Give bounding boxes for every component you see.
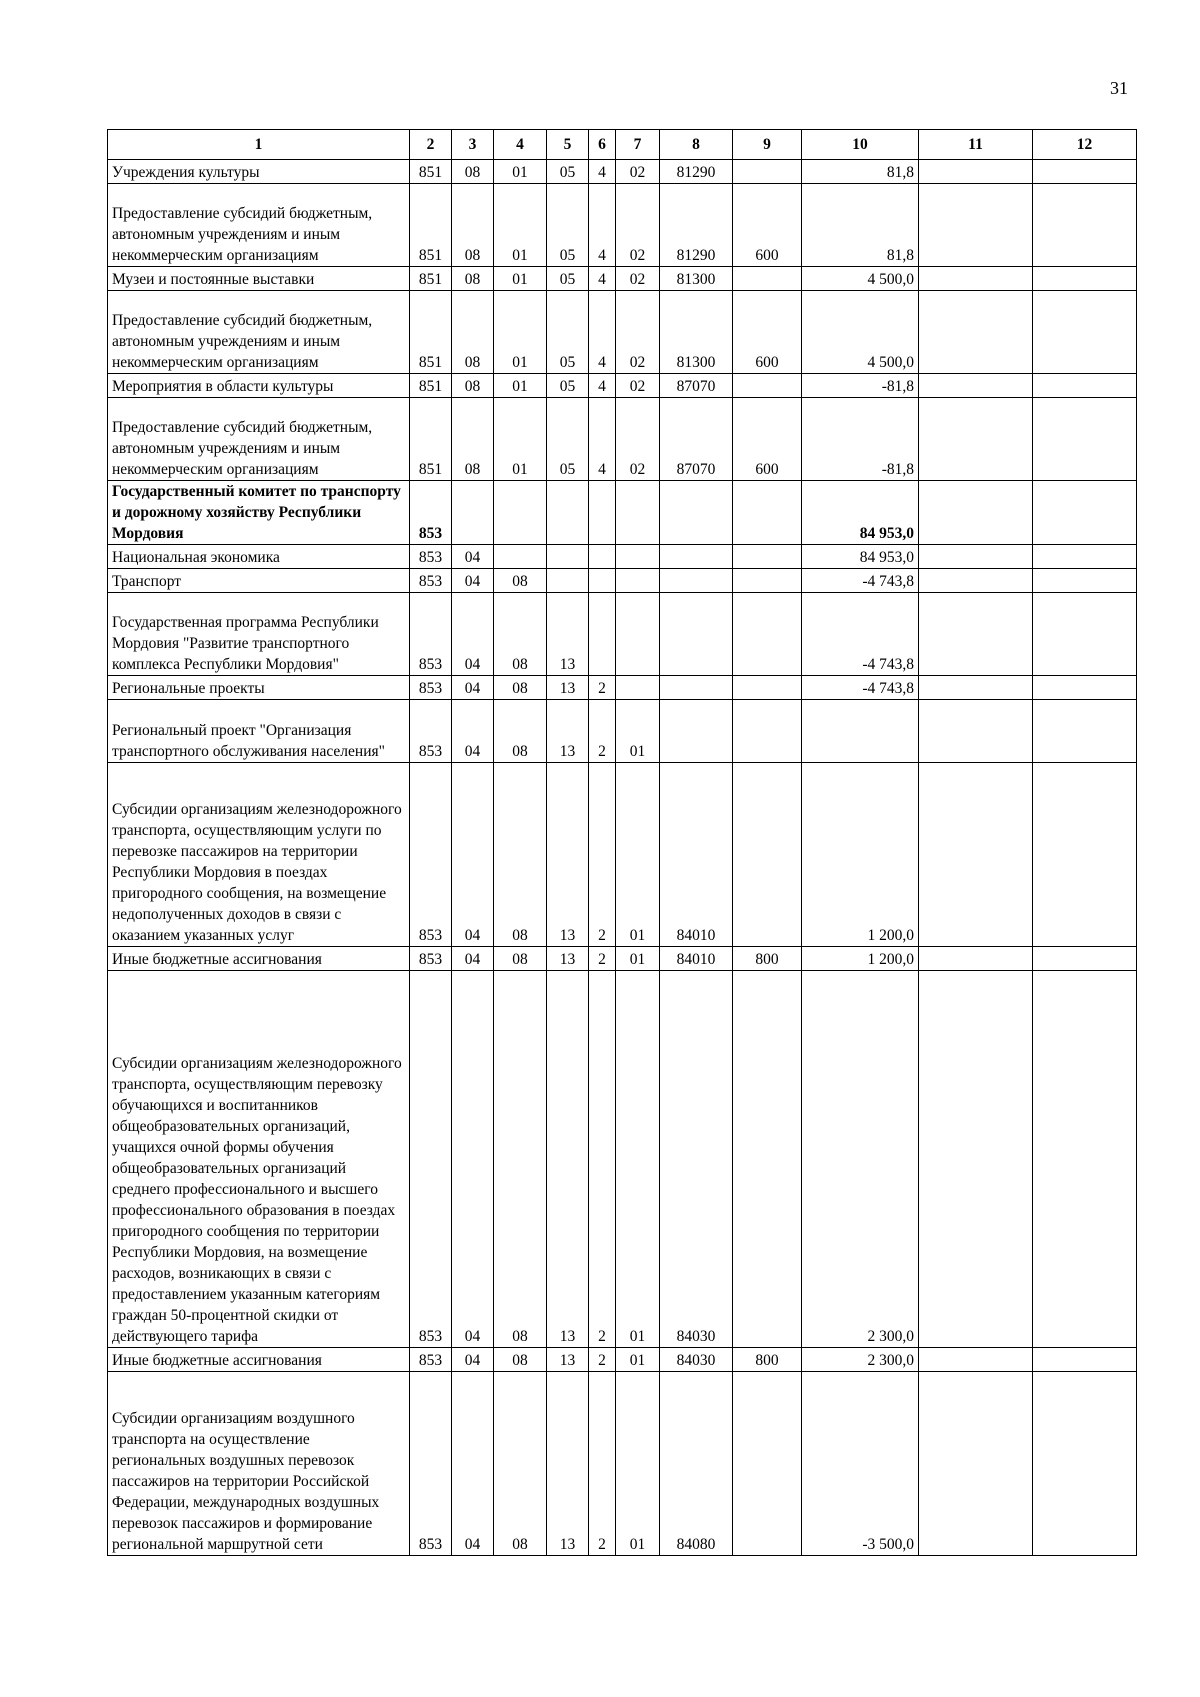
code-subsection: 08 [494, 700, 547, 763]
code-section: 04 [452, 1372, 494, 1556]
amount-col-12 [1033, 184, 1137, 267]
code-program [547, 545, 589, 569]
code-ministry: 851 [410, 374, 452, 398]
row-description: Мероприятия в области культуры [108, 374, 410, 398]
code-ministry: 853 [410, 545, 452, 569]
code-section [452, 481, 494, 545]
amount-col-12 [1033, 1372, 1137, 1556]
code-direction: 81290 [660, 160, 733, 184]
amount-col-12 [1033, 1348, 1137, 1372]
amount-col-12 [1033, 971, 1137, 1348]
column-header: 4 [494, 130, 547, 160]
code-expense-type [733, 676, 802, 700]
column-header: 8 [660, 130, 733, 160]
amount: 2 300,0 [802, 1348, 919, 1372]
code-main-event [616, 593, 660, 676]
code-ministry: 853 [410, 676, 452, 700]
row-description: Иные бюджетные ассигнования [108, 947, 410, 971]
code-expense-type: 600 [733, 184, 802, 267]
page-number: 31 [1110, 78, 1128, 98]
code-subsection: 01 [494, 160, 547, 184]
amount: 84 953,0 [802, 481, 919, 545]
code-main-event: 02 [616, 374, 660, 398]
code-expense-type [733, 971, 802, 1348]
amount: 4 500,0 [802, 291, 919, 374]
code-expense-type [733, 267, 802, 291]
code-program: 13 [547, 763, 589, 947]
table-row [108, 947, 1137, 971]
code-ministry: 851 [410, 184, 452, 267]
code-main-event: 01 [616, 1372, 660, 1556]
code-direction [660, 676, 733, 700]
row-description: Иные бюджетные ассигнования [108, 1348, 410, 1372]
table-row [108, 545, 1137, 569]
code-subprogram: 4 [589, 267, 616, 291]
table-row [108, 398, 1137, 481]
code-section: 04 [452, 1348, 494, 1372]
code-section: 08 [452, 398, 494, 481]
code-ministry: 851 [410, 398, 452, 481]
code-expense-type [733, 700, 802, 763]
code-program [547, 569, 589, 593]
code-subsection: 01 [494, 374, 547, 398]
row-description: Государственная программа Республики Мордовия "Развитие транспортного комплекса Республики Мордовия" [108, 593, 410, 676]
amount: 1 200,0 [802, 763, 919, 947]
amount-col-11 [919, 374, 1033, 398]
amount [802, 700, 919, 763]
amount-col-11 [919, 676, 1033, 700]
code-subsection: 01 [494, 267, 547, 291]
code-main-event: 02 [616, 160, 660, 184]
header-row [108, 130, 1137, 160]
code-main-event: 01 [616, 700, 660, 763]
code-section: 04 [452, 676, 494, 700]
code-direction: 84030 [660, 971, 733, 1348]
amount-col-12 [1033, 374, 1137, 398]
row-description: Субсидии организациям воздушного транспорта на осуществление региональных воздушных перевозок пассажиров на территории Российской Федерации, международных воздушных перевозок пассажиров и формирование региональной маршрутной сети [108, 1372, 410, 1556]
code-subprogram [589, 569, 616, 593]
code-subsection: 08 [494, 569, 547, 593]
row-description: Музеи и постоянные выставки [108, 267, 410, 291]
column-header: 9 [733, 130, 802, 160]
column-header: 2 [410, 130, 452, 160]
code-direction [660, 593, 733, 676]
code-main-event: 01 [616, 947, 660, 971]
amount-col-11 [919, 184, 1033, 267]
code-ministry: 853 [410, 763, 452, 947]
table-body [108, 160, 1137, 1556]
amount-col-12 [1033, 763, 1137, 947]
code-direction: 87070 [660, 398, 733, 481]
code-subsection: 01 [494, 184, 547, 267]
code-subprogram [589, 593, 616, 676]
code-subprogram: 2 [589, 971, 616, 1348]
code-ministry: 853 [410, 481, 452, 545]
amount-col-12 [1033, 291, 1137, 374]
code-subsection: 08 [494, 971, 547, 1348]
code-program: 05 [547, 374, 589, 398]
amount-col-11 [919, 398, 1033, 481]
code-expense-type [733, 481, 802, 545]
code-main-event [616, 545, 660, 569]
code-subprogram: 2 [589, 1372, 616, 1556]
code-program: 05 [547, 291, 589, 374]
code-direction: 81300 [660, 291, 733, 374]
code-direction: 81300 [660, 267, 733, 291]
row-description: Учреждения культуры [108, 160, 410, 184]
code-subprogram: 4 [589, 184, 616, 267]
code-direction [660, 569, 733, 593]
code-program: 13 [547, 971, 589, 1348]
code-ministry: 851 [410, 160, 452, 184]
row-description: Субсидии организациям железнодорожного транспорта, осуществляющим перевозку обучающихся и воспитанников общеобразовательных организаций, учащихся очной формы обучения общеобразовательных организаций среднего профессионального и высшего профессионального образования в поездах пригородного сообщения по территории Республики Мордовия, на возмещение расходов, возникающих в связи с предоставлением указанным категориям граждан 50-процентной скидки от действующего тарифа [108, 971, 410, 1348]
code-direction: 81290 [660, 184, 733, 267]
amount-col-11 [919, 160, 1033, 184]
code-subprogram: 2 [589, 1348, 616, 1372]
code-direction: 87070 [660, 374, 733, 398]
code-ministry: 853 [410, 569, 452, 593]
amount-col-11 [919, 971, 1033, 1348]
code-ministry: 853 [410, 947, 452, 971]
code-section: 04 [452, 947, 494, 971]
code-section: 04 [452, 971, 494, 1348]
code-subprogram [589, 481, 616, 545]
table-row [108, 1372, 1137, 1556]
code-subsection: 08 [494, 1372, 547, 1556]
amount-col-11 [919, 947, 1033, 971]
table-row [108, 267, 1137, 291]
table-row [108, 160, 1137, 184]
code-section: 04 [452, 763, 494, 947]
table-row [108, 1348, 1137, 1372]
code-expense-type: 600 [733, 291, 802, 374]
table-row [108, 676, 1137, 700]
code-ministry: 853 [410, 593, 452, 676]
column-header: 12 [1033, 130, 1137, 160]
amount: -4 743,8 [802, 676, 919, 700]
row-description: Предоставление субсидий бюджетным, автономным учреждениям и иным некоммерческим организациям [108, 184, 410, 267]
amount-col-12 [1033, 481, 1137, 545]
code-ministry: 853 [410, 700, 452, 763]
code-section: 04 [452, 700, 494, 763]
code-section: 04 [452, 545, 494, 569]
amount: 4 500,0 [802, 267, 919, 291]
code-subsection: 08 [494, 763, 547, 947]
code-main-event: 02 [616, 267, 660, 291]
amount: 84 953,0 [802, 545, 919, 569]
code-ministry: 853 [410, 971, 452, 1348]
column-header: 1 [108, 130, 410, 160]
column-header: 10 [802, 130, 919, 160]
code-expense-type [733, 545, 802, 569]
amount-col-12 [1033, 947, 1137, 971]
amount-col-12 [1033, 267, 1137, 291]
row-description: Транспорт [108, 569, 410, 593]
code-section: 08 [452, 291, 494, 374]
code-expense-type [733, 763, 802, 947]
budget-table [107, 129, 1137, 1556]
code-section: 04 [452, 569, 494, 593]
column-header: 5 [547, 130, 589, 160]
code-main-event [616, 569, 660, 593]
amount-col-11 [919, 267, 1033, 291]
code-direction [660, 545, 733, 569]
table-row [108, 763, 1137, 947]
code-expense-type [733, 569, 802, 593]
code-ministry: 853 [410, 1372, 452, 1556]
code-ministry: 853 [410, 1348, 452, 1372]
amount-col-12 [1033, 700, 1137, 763]
code-main-event: 01 [616, 971, 660, 1348]
row-description: Предоставление субсидий бюджетным, автономным учреждениям и иным некоммерческим организациям [108, 291, 410, 374]
code-subprogram: 2 [589, 763, 616, 947]
amount: 81,8 [802, 160, 919, 184]
code-main-event [616, 676, 660, 700]
amount-col-11 [919, 545, 1033, 569]
amount: 81,8 [802, 184, 919, 267]
code-expense-type [733, 160, 802, 184]
row-description: Национальная экономика [108, 545, 410, 569]
column-header: 11 [919, 130, 1033, 160]
table-row [108, 291, 1137, 374]
code-program: 13 [547, 947, 589, 971]
amount: 1 200,0 [802, 947, 919, 971]
row-description: Региональные проекты [108, 676, 410, 700]
amount-col-12 [1033, 676, 1137, 700]
code-subsection: 08 [494, 1348, 547, 1372]
amount: -4 743,8 [802, 569, 919, 593]
amount: -3 500,0 [802, 1372, 919, 1556]
code-direction [660, 481, 733, 545]
code-section: 04 [452, 593, 494, 676]
code-program: 13 [547, 1372, 589, 1556]
amount: 2 300,0 [802, 971, 919, 1348]
amount-col-11 [919, 569, 1033, 593]
code-program: 13 [547, 593, 589, 676]
amount-col-11 [919, 763, 1033, 947]
code-subprogram: 4 [589, 398, 616, 481]
code-subsection: 01 [494, 291, 547, 374]
code-subprogram: 4 [589, 374, 616, 398]
code-expense-type: 600 [733, 398, 802, 481]
code-expense-type [733, 374, 802, 398]
code-program: 05 [547, 184, 589, 267]
amount-col-11 [919, 593, 1033, 676]
code-subprogram: 2 [589, 700, 616, 763]
code-program: 13 [547, 1348, 589, 1372]
code-section: 08 [452, 184, 494, 267]
table-row [108, 184, 1137, 267]
code-expense-type [733, 1372, 802, 1556]
table-row [108, 481, 1137, 545]
code-section: 08 [452, 267, 494, 291]
code-subsection [494, 545, 547, 569]
amount: -81,8 [802, 374, 919, 398]
table-row [108, 569, 1137, 593]
row-description: Предоставление субсидий бюджетным, автономным учреждениям и иным некоммерческим организациям [108, 398, 410, 481]
table-row [108, 971, 1137, 1348]
amount-col-11 [919, 481, 1033, 545]
amount-col-11 [919, 291, 1033, 374]
code-direction: 84030 [660, 1348, 733, 1372]
row-description: Государственный комитет по транспорту и дорожному хозяйству Республики Мордовия [108, 481, 410, 545]
code-expense-type: 800 [733, 1348, 802, 1372]
code-subprogram [589, 545, 616, 569]
code-subprogram: 2 [589, 676, 616, 700]
code-subprogram: 4 [589, 160, 616, 184]
column-header: 3 [452, 130, 494, 160]
code-subsection [494, 481, 547, 545]
amount-col-12 [1033, 160, 1137, 184]
amount-col-12 [1033, 545, 1137, 569]
code-direction: 84010 [660, 947, 733, 971]
code-main-event: 02 [616, 291, 660, 374]
amount-col-11 [919, 1372, 1033, 1556]
code-program: 13 [547, 676, 589, 700]
amount-col-11 [919, 1348, 1033, 1372]
amount-col-11 [919, 700, 1033, 763]
table-row [108, 700, 1137, 763]
code-section: 08 [452, 374, 494, 398]
code-main-event: 01 [616, 1348, 660, 1372]
code-program: 05 [547, 398, 589, 481]
code-main-event: 01 [616, 763, 660, 947]
code-main-event [616, 481, 660, 545]
amount-col-12 [1033, 593, 1137, 676]
code-section: 08 [452, 160, 494, 184]
code-direction [660, 700, 733, 763]
code-direction: 84010 [660, 763, 733, 947]
amount: -81,8 [802, 398, 919, 481]
column-header: 6 [589, 130, 616, 160]
code-subprogram: 4 [589, 291, 616, 374]
code-main-event: 02 [616, 184, 660, 267]
code-subsection: 08 [494, 676, 547, 700]
amount-col-12 [1033, 569, 1137, 593]
code-program: 05 [547, 160, 589, 184]
code-ministry: 851 [410, 291, 452, 374]
code-program [547, 481, 589, 545]
code-expense-type: 800 [733, 947, 802, 971]
code-subsection: 01 [494, 398, 547, 481]
row-description: Региональный проект "Организация транспортного обслуживания населения" [108, 700, 410, 763]
code-subsection: 08 [494, 947, 547, 971]
code-expense-type [733, 593, 802, 676]
table-row [108, 374, 1137, 398]
code-main-event: 02 [616, 398, 660, 481]
code-direction: 84080 [660, 1372, 733, 1556]
code-program: 13 [547, 700, 589, 763]
column-header: 7 [616, 130, 660, 160]
amount-col-12 [1033, 398, 1137, 481]
code-subsection: 08 [494, 593, 547, 676]
row-description: Субсидии организациям железнодорожного транспорта, осуществляющим услуги по перевозке пассажиров на территории Республики Мордовия в поездах пригородного сообщения, на возмещение недополученных доходов в связи с оказанием указанных услуг [108, 763, 410, 947]
code-program: 05 [547, 267, 589, 291]
amount: -4 743,8 [802, 593, 919, 676]
code-subprogram: 2 [589, 947, 616, 971]
code-ministry: 851 [410, 267, 452, 291]
table-row [108, 593, 1137, 676]
